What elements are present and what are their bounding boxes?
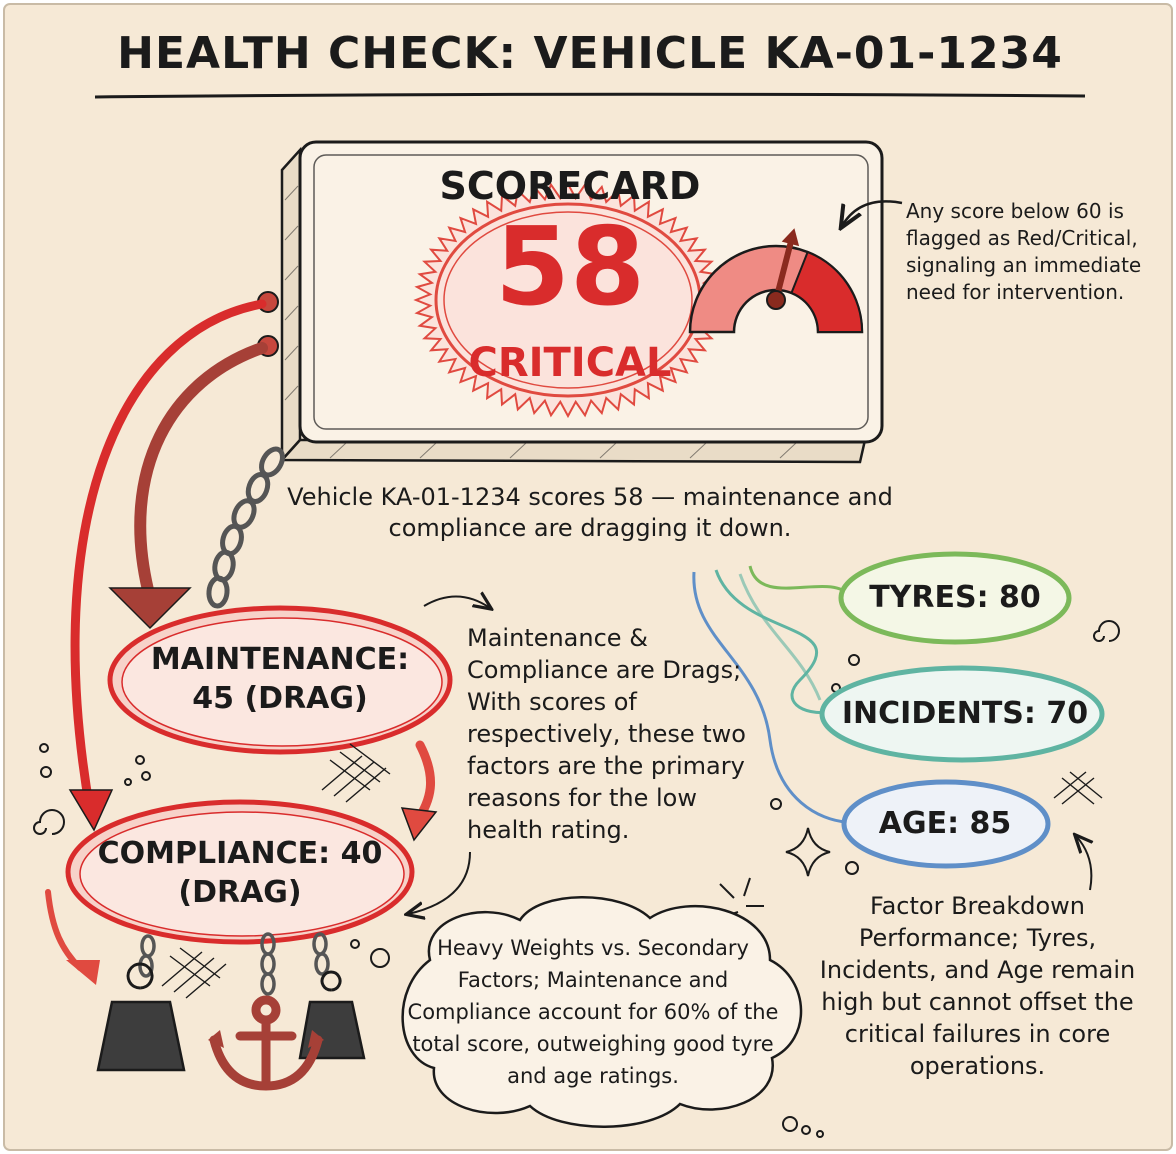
page-title: HEALTH CHECK: VEHICLE KA-01-1234 [117,28,1063,79]
maintenance-label [110,640,450,718]
maintenance-line2: 45 (DRAG) [192,681,368,716]
gauge-note: Any score below 60 is flagged as Red/Critical, signaling an immediate need for intervention. [906,199,1142,304]
scorecard-heading: SCORECARD [439,164,701,208]
weight-icon [98,1002,184,1070]
summary-text: Vehicle KA-01-1234 scores 58 — maintenance and compliance are dragging it down. [287,483,893,542]
compliance-line1: COMPLIANCE: 40 [97,836,383,871]
breakdown-note: Factor Breakdown Performance; Tyres, Incidents, and Age remain high but cannot offset the critical failures in core operations. [819,892,1136,1080]
score-status: CRITICAL [468,340,672,386]
incidents-label: INCIDENTS: 70 [841,696,1089,731]
age-label: AGE: 85 [878,806,1012,841]
compliance-line2: (DRAG) [178,875,302,910]
tyres-label: TYRES: 80 [869,580,1041,615]
drag-note: Maintenance & Compliance are Drags; With scores of respectively, these two factors are the primary reasons for the low health rating. [467,624,746,844]
compliance-label [80,834,400,912]
weights-note: Heavy Weights vs. Secondary Factors; Maintenance and Compliance account for 60% of the total score, outweighing good tyre and age ratings. [407,936,779,1088]
weight-icon-small [300,1002,364,1058]
maintenance-line1: MAINTENANCE: [150,642,410,677]
score-value: 58 [494,205,646,330]
